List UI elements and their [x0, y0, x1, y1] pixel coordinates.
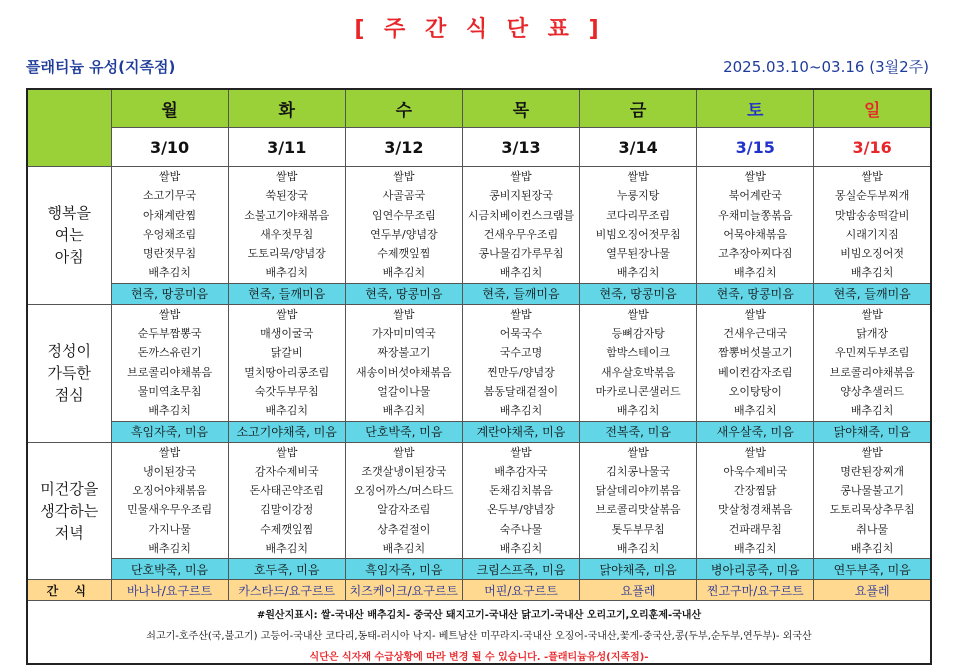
dish-item: 명란젓무침: [143, 247, 197, 261]
dish-item: 냉이된장국: [143, 464, 197, 478]
dish-item: 짬뽕버섯불고기: [718, 346, 793, 360]
dish-item: 쑥된장국: [265, 189, 308, 203]
dinner-porridge-row: [27, 559, 931, 580]
dish-item: 코다리무조림: [606, 208, 671, 222]
dish-item: 새우살호박볶음: [600, 365, 676, 379]
dish-item: 숙주나물: [499, 522, 543, 536]
dish-item: 김치콩나물국: [606, 464, 671, 478]
dish-item: 맛밤송송떡갈비: [834, 208, 910, 222]
meal-cell: [814, 304, 931, 421]
meal-cell: [814, 167, 931, 284]
dish-item: 브로콜리야채볶음: [829, 365, 915, 379]
dish-item: 숙갓두부무침: [254, 384, 319, 398]
date-cell: 3/12: [345, 128, 462, 167]
dish-item: 콩나물불고기: [840, 484, 905, 498]
dish-item: 새우젓무침: [260, 227, 314, 241]
dish-item: 배추김치: [382, 266, 426, 280]
label-line: 행복을: [47, 204, 91, 223]
dish-item: 열무된장나물: [606, 247, 671, 261]
dish-item: 누룽지탕: [616, 189, 660, 203]
porridge-cell: 전복죽, 미음: [580, 421, 697, 442]
dish-item: 조갯살냉이된장국: [361, 464, 447, 478]
dish-item: 소불고기야채볶음: [244, 208, 330, 222]
dish-item: 비빔오징어젓: [840, 247, 905, 261]
snack-cell: 찐고구마/요구르트: [697, 580, 814, 601]
date-cell: 3/10: [111, 128, 228, 167]
porridge-cell: 흑임자죽, 미음: [111, 421, 228, 442]
dish-item: 시래기지짐: [845, 227, 899, 241]
meal-cell: [228, 167, 345, 284]
dish-item: 배추김치: [499, 542, 543, 556]
dish-item: 맛살청경채볶음: [718, 503, 793, 517]
porridge-cell: 호두죽, 미음: [228, 559, 345, 580]
store-name: 플래티늄 유성(지족점): [26, 58, 176, 76]
meal-cell: [345, 442, 462, 559]
dish-item: 배추김치: [616, 542, 660, 556]
dish-item: 배추김치: [382, 542, 426, 556]
dish-item: 배추김치: [265, 542, 308, 556]
dish-item: 수제깻잎찜: [260, 522, 314, 536]
dish-item: 돈채김치볶음: [489, 484, 553, 498]
menu-period: 2025.03.10~03.16 (3월2주): [723, 58, 929, 76]
dish-item: 오징어까스/머스타드: [354, 484, 454, 498]
porridge-cell: 새우살죽, 미음: [697, 421, 814, 442]
dish-item: 찐만두/양념장: [487, 365, 555, 379]
dish-item: 쌀밥: [393, 445, 415, 459]
label-line: 점심: [54, 386, 84, 405]
snack-cell: 바나나/요구르트: [111, 580, 228, 601]
dish-item: 쌀밥: [744, 445, 766, 459]
dish-item: 쌀밥: [276, 445, 298, 459]
weekday-cell: 월: [111, 89, 228, 128]
snack-cell: 요플레: [814, 580, 931, 601]
dish-item: 톳두부무침: [611, 522, 665, 536]
weekday-cell: 목: [462, 89, 579, 128]
dish-item: 쌀밥: [393, 307, 415, 321]
weekly-menu-table: [26, 88, 932, 665]
dish-item: 가지나물: [148, 522, 191, 536]
meal-cell: [228, 442, 345, 559]
porridge-cell: 소고기야채죽, 미음: [228, 421, 345, 442]
snack-label: 간 식: [27, 580, 111, 601]
dish-item: 배추김치: [850, 266, 894, 280]
dish-item: 국수고명: [499, 346, 543, 360]
dish-item: 수제깻잎찜: [377, 247, 431, 261]
meal-cell: [580, 167, 697, 284]
dish-item: 배추김치: [734, 542, 777, 556]
porridge-cell: 연두부죽, 미음: [814, 559, 931, 580]
dish-item: 취나물: [856, 522, 889, 536]
porridge-cell: 현죽, 들깨미음: [462, 283, 579, 304]
weekday-cell: 금: [580, 89, 697, 128]
dish-item: 콩비지된장국: [489, 189, 553, 203]
dish-item: 우민찌두부조림: [834, 346, 910, 360]
meal-cell: [345, 304, 462, 421]
dish-item: 쌀밥: [158, 307, 181, 321]
dish-item: 짜장불고기: [377, 346, 431, 360]
date-cell: 3/14: [580, 128, 697, 167]
weekday-cell: 화: [228, 89, 345, 128]
dish-item: 배추김치: [850, 542, 894, 556]
date-cell: 3/11: [228, 128, 345, 167]
porridge-cell: 병아리콩죽, 미음: [697, 559, 814, 580]
dish-item: 쌀밥: [276, 307, 298, 321]
meal-cell: [111, 442, 228, 559]
dish-item: 쌀밥: [276, 170, 298, 183]
dish-item: 건새우근대국: [723, 327, 788, 341]
porridge-cell: 크림스프죽, 미음: [462, 559, 579, 580]
dish-item: 함박스테이크: [606, 346, 671, 360]
lunch-label: [27, 304, 111, 442]
dish-item: 아채계란찜: [143, 208, 197, 222]
dish-item: 연두부/양념장: [370, 227, 438, 241]
dish-item: 어묵야채볶음: [723, 227, 788, 241]
meal-cell: [345, 167, 462, 284]
dish-item: 몽실순두부찌개: [834, 189, 910, 203]
dish-item: 쌀밥: [393, 170, 415, 183]
date-row: [27, 128, 931, 167]
weekday-cell: 수: [345, 89, 462, 128]
dish-item: 우채미늘쫑볶음: [718, 208, 793, 222]
snack-cell: 치즈케이크/요구르트: [345, 580, 462, 601]
snack-cell: 카스타드/요구르트: [228, 580, 345, 601]
dish-item: 쌀밥: [627, 170, 649, 183]
meal-cell: [462, 304, 579, 421]
porridge-cell: 닭야채죽, 미음: [814, 421, 931, 442]
date-cell-sunday: 3/16: [814, 128, 931, 167]
porridge-cell: 현죽, 땅콩미음: [111, 283, 228, 304]
dish-item: 배추김치: [734, 266, 777, 280]
dinner-label: [27, 442, 111, 580]
dish-item: 쌀밥: [861, 170, 883, 183]
dish-item: 브로콜리맛살볶음: [595, 503, 681, 517]
label-line: 정성이: [47, 342, 91, 361]
dish-item: 북어계란국: [728, 189, 782, 203]
lunch-porridge-row: [27, 421, 931, 442]
dish-item: 등뼈감자탕: [611, 327, 665, 341]
dish-item: 매생이굴국: [260, 327, 314, 341]
dish-item: 쌀밥: [510, 445, 532, 459]
origin-line-1: #원산지표시: 쌀-국내산 배추김치- 중국산 돼지고기-국내산 닭고기-국내산 오리고기,오리훈제-국내산: [256, 610, 702, 622]
dish-item: 닭살데리야끼볶음: [595, 484, 681, 498]
dish-item: 양상추샐러드: [840, 384, 905, 398]
label-line: 미건강을: [40, 479, 99, 498]
meal-cell: [697, 304, 814, 421]
label-line: 아침: [54, 248, 84, 267]
breakfast-porridge-row: [27, 283, 931, 304]
dish-item: 가자미미역국: [371, 327, 436, 341]
dish-item: 쌀밥: [158, 445, 181, 459]
dish-item: 쌀밥: [861, 445, 883, 459]
dish-item: 베이컨감자조림: [718, 365, 793, 379]
porridge-cell: 단호박죽, 미음: [345, 421, 462, 442]
dish-item: 어묵국수: [499, 327, 543, 341]
dish-item: 우엉채조림: [143, 227, 197, 241]
meal-cell: [462, 167, 579, 284]
dish-item: 비빔오징어젓무침: [595, 227, 681, 241]
porridge-cell: 현죽, 땅콩미음: [697, 283, 814, 304]
dish-item: 돈사태곤약조림: [249, 484, 324, 498]
dish-item: 배추김치: [616, 404, 660, 418]
origin-line-2: 쇠고기-호주산(국,불고기) 고등어-국내산 코다리,동태-러시아 낙지- 베트남산 미꾸라지-국내산 오징어-국내산,꽃게-중국산,콩(두부,순두부,연두부)- 외국산: [146, 631, 812, 643]
dish-item: 순두부짬뽕국: [137, 327, 202, 341]
change-notice: 식단은 식자재 수급상황에 따라 변경 될 수 있습니다. -플래티늄유성(지족점)-: [309, 652, 649, 664]
porridge-cell: 계란야채죽, 미음: [462, 421, 579, 442]
page-title: [ 주 간 식 단 표 ]: [354, 17, 605, 42]
meal-cell: [814, 442, 931, 559]
dish-item: 도토리묵/양념장: [247, 247, 326, 261]
dish-item: 알감자조림: [377, 503, 431, 517]
dish-item: 배추김치: [382, 404, 426, 418]
dish-item: 쌀밥: [627, 445, 649, 459]
meal-cell: [697, 167, 814, 284]
dish-item: 쌀밥: [510, 170, 532, 183]
dish-item: 닭개장: [856, 327, 889, 341]
breakfast-label: [27, 167, 111, 305]
dish-item: 얼갈이나물: [377, 384, 431, 398]
dish-item: 쌀밥: [861, 307, 883, 321]
dish-item: 새송이버섯야채볶음: [356, 365, 452, 379]
footer-cell: [27, 601, 931, 665]
dish-item: 상추겉절이: [377, 522, 431, 536]
dish-item: 쌀밥: [744, 170, 766, 183]
porridge-cell: 현죽, 땅콩미음: [345, 283, 462, 304]
breakfast-row: [27, 167, 931, 284]
dish-item: 배추김치: [148, 404, 191, 418]
dish-item: 감자수제비국: [254, 464, 319, 478]
label-line: 여는: [54, 226, 84, 245]
dish-item: 소고기무국: [143, 189, 197, 203]
dish-item: 사골곰국: [382, 189, 426, 203]
dish-item: 시금치베이컨스크램블: [467, 208, 575, 222]
porridge-cell: 단호박죽, 미음: [111, 559, 228, 580]
label-line: 생각하는: [40, 501, 99, 520]
dish-item: 민물새우무우조림: [127, 503, 213, 517]
dish-item: 배추김치: [499, 404, 543, 418]
date-cell: 3/13: [462, 128, 579, 167]
dish-item: 콩나물김가루무침: [478, 247, 564, 261]
dish-item: 쌀밥: [158, 170, 181, 183]
corner-cell: [27, 89, 111, 167]
dish-item: 배추김치: [499, 266, 543, 280]
dish-item: 쌀밥: [510, 307, 532, 321]
dish-item: 아욱수제비국: [723, 464, 788, 478]
porridge-cell: 현죽, 땅콩미음: [580, 283, 697, 304]
dish-item: 마카로니콘샐러드: [595, 384, 681, 398]
snack-cell: 요플레: [580, 580, 697, 601]
dish-item: 배추김치: [265, 404, 308, 418]
meal-cell: [580, 442, 697, 559]
dish-item: 간장찜닭: [734, 484, 777, 498]
snack-cell: 머핀/요구르트: [462, 580, 579, 601]
meal-cell: [462, 442, 579, 559]
dinner-row: [27, 442, 931, 559]
dish-item: 오징어야채볶음: [132, 484, 207, 498]
dish-item: 배추감자국: [494, 464, 548, 478]
dish-item: 고추장아찌다짐: [718, 247, 793, 261]
date-cell-saturday: 3/15: [697, 128, 814, 167]
meal-cell: [580, 304, 697, 421]
dish-item: 닭갈비: [270, 346, 303, 360]
dish-item: 오이탕탕이: [728, 384, 782, 398]
dish-item: 멸치땅아리콩조림: [244, 365, 330, 379]
dish-item: 물미역초무침: [137, 384, 202, 398]
dish-item: 배추김치: [850, 404, 894, 418]
meal-cell: [111, 304, 228, 421]
dish-item: 배추김치: [616, 266, 660, 280]
lunch-row: [27, 304, 931, 421]
porridge-cell: 현죽, 들깨미음: [228, 283, 345, 304]
dish-item: 건새우무우조림: [483, 227, 559, 241]
meal-cell: [228, 304, 345, 421]
dish-item: 김말이강정: [260, 503, 314, 517]
dish-item: 배추김치: [734, 404, 777, 418]
porridge-cell: 현죽, 들깨미음: [814, 283, 931, 304]
footer-row: [27, 601, 931, 665]
snack-row: [27, 580, 931, 601]
weekday-cell-saturday: 토: [697, 89, 814, 128]
weekday-row: [27, 89, 931, 128]
porridge-cell: 흑임자죽, 미음: [345, 559, 462, 580]
meal-cell: [697, 442, 814, 559]
dish-item: 브로콜리야채볶음: [127, 365, 213, 379]
dish-item: 배추김치: [148, 266, 191, 280]
label-line: 저녁: [54, 523, 84, 542]
dish-item: 배추김치: [148, 542, 191, 556]
dish-item: 돈까스유린기: [137, 346, 202, 360]
dish-item: 임연수무조림: [371, 208, 436, 222]
dish-item: 도토리묵상추무침: [829, 503, 915, 517]
meal-cell: [111, 167, 228, 284]
porridge-cell: 닭야채죽, 미음: [580, 559, 697, 580]
dish-item: 쌀밥: [627, 307, 649, 321]
dish-item: 쌀밥: [744, 307, 766, 321]
dish-item: 온두부/양념장: [487, 503, 555, 517]
dish-item: 명란된장찌개: [840, 464, 905, 478]
dish-item: 배추김치: [265, 266, 308, 280]
dish-item: 봄동달래겉절이: [483, 384, 559, 398]
dish-item: 건파래무침: [728, 522, 782, 536]
weekday-cell-sunday: 일: [814, 89, 931, 128]
label-line: 가득한: [47, 364, 91, 383]
